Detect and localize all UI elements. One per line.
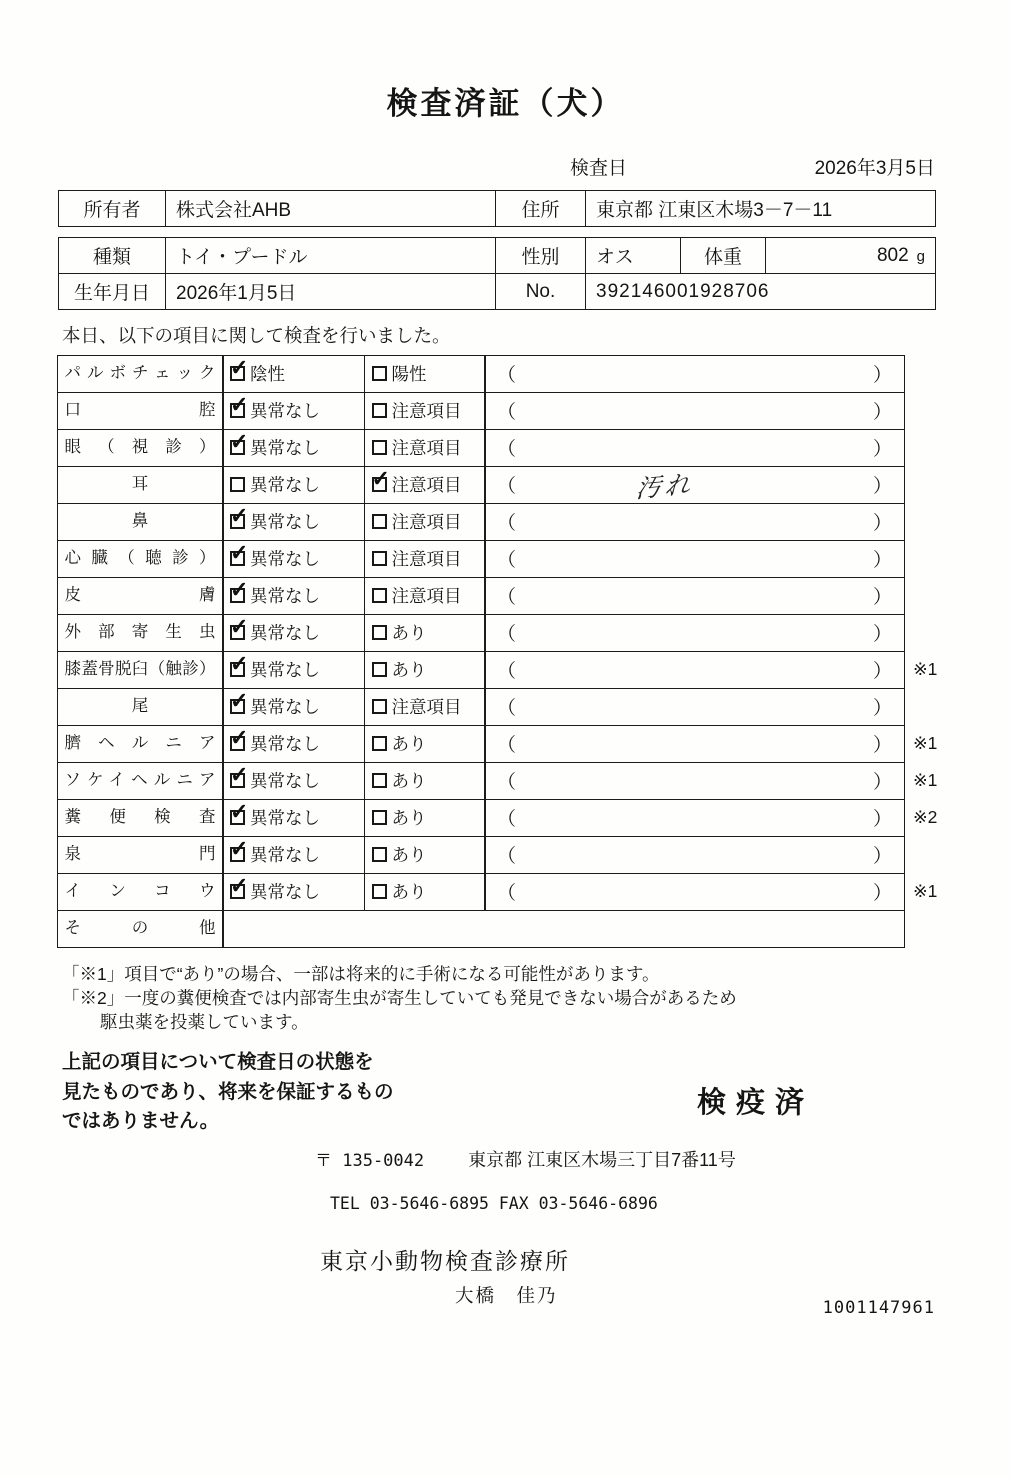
footnote-2: 「※2」一度の糞便検査では内部寄生虫が寄生していても発見できない場合があるため bbox=[62, 988, 737, 1009]
checklist-option-2 bbox=[364, 836, 486, 875]
option-2-label: 注意項目 bbox=[391, 401, 462, 422]
checkbox bbox=[372, 625, 387, 640]
clinic-postal-code: 〒 135-0042 bbox=[315, 1151, 425, 1172]
checkbox bbox=[372, 847, 387, 862]
open-paren: （ bbox=[497, 365, 517, 387]
close-paren: ） bbox=[872, 439, 892, 461]
checklist-row bbox=[58, 836, 905, 875]
checkbox bbox=[230, 762, 249, 788]
closing-section bbox=[62, 1048, 947, 1136]
footnote-reference: ※1 bbox=[913, 732, 938, 753]
remarks-field bbox=[484, 651, 905, 690]
check-mark-icon: ✓ bbox=[230, 355, 249, 381]
weight-number: 802 bbox=[876, 244, 909, 266]
checklist-item-label: 鼻 bbox=[57, 503, 224, 542]
checklist-row bbox=[58, 355, 905, 394]
check-mark-icon: ✓ bbox=[230, 725, 249, 751]
checklist-item-label: 耳 bbox=[57, 466, 224, 505]
close-paren: ） bbox=[872, 846, 892, 868]
checklist-item-label: その他 bbox=[57, 910, 224, 949]
checklist-row bbox=[58, 429, 905, 468]
option-1-label: 異常なし bbox=[250, 512, 320, 533]
check-mark-icon: ✓ bbox=[230, 392, 249, 418]
close-paren: ） bbox=[872, 772, 892, 794]
checklist-option-2 bbox=[364, 503, 486, 542]
no-label: No. bbox=[496, 274, 586, 310]
checklist-item-label: 膝蓋骨脱臼（触診） bbox=[57, 651, 224, 690]
checklist-row bbox=[58, 688, 905, 727]
option-2-label: あり bbox=[391, 623, 427, 644]
checkbox bbox=[372, 773, 387, 788]
checkbox bbox=[372, 884, 387, 899]
clinic-tel-fax: TEL 03-5646-6895 FAX 03-5646-6896 bbox=[330, 1194, 658, 1214]
close-paren: ） bbox=[872, 883, 892, 905]
checklist-option-2 bbox=[364, 355, 486, 394]
footnote-reference: ※1 bbox=[913, 658, 938, 679]
check-mark-icon: ✓ bbox=[230, 429, 249, 455]
checkbox bbox=[230, 688, 249, 714]
checklist-item-label: 眼（視診） bbox=[57, 429, 224, 468]
weight-value bbox=[766, 238, 936, 274]
serial-number: 1001147961 bbox=[822, 1298, 935, 1318]
open-paren: （ bbox=[497, 402, 517, 424]
check-mark-icon: ✓ bbox=[230, 503, 249, 529]
checklist-option-1 bbox=[222, 873, 365, 912]
remarks-field bbox=[484, 725, 905, 764]
remarks-field bbox=[484, 799, 905, 838]
remarks-field bbox=[484, 466, 905, 505]
address-label: 住所 bbox=[496, 191, 586, 227]
checklist-option-1 bbox=[222, 577, 365, 616]
clinic-address-line bbox=[315, 1146, 1011, 1172]
checklist-option-2 bbox=[364, 429, 486, 468]
checklist-item-label: 外部寄生虫 bbox=[57, 614, 224, 653]
checklist-item-label: 心臓（聴診） bbox=[57, 540, 224, 579]
option-2-label: 注意項目 bbox=[391, 586, 462, 607]
option-1-label: 異常なし bbox=[250, 697, 320, 718]
sex-value: オス bbox=[586, 238, 681, 274]
footnote-1: 「※1」項目で“あり”の場合、一部は将来的に手術になる可能性があります。 bbox=[62, 964, 660, 984]
option-2-label: あり bbox=[391, 771, 427, 792]
open-paren: （ bbox=[497, 772, 517, 794]
option-2-label: 注意項目 bbox=[391, 549, 462, 570]
footnotes bbox=[62, 962, 1011, 1034]
checklist-option-1 bbox=[222, 614, 365, 653]
close-paren: ） bbox=[872, 661, 892, 683]
option-2-label: 注意項目 bbox=[391, 697, 462, 718]
checklist-option-2 bbox=[364, 577, 486, 616]
checkbox bbox=[372, 699, 387, 714]
check-mark-icon: ✓ bbox=[230, 577, 249, 603]
checklist-option-1 bbox=[222, 725, 365, 764]
close-paren: ） bbox=[872, 365, 892, 387]
checklist-option-2 bbox=[364, 466, 486, 505]
address-value: 東京都 江東区木場3－7－11 bbox=[586, 191, 936, 227]
owner-table bbox=[58, 190, 936, 227]
checklist-row bbox=[58, 799, 938, 838]
checkbox bbox=[371, 466, 390, 492]
checklist-item-label: 口腔 bbox=[57, 392, 224, 431]
checkbox bbox=[372, 403, 387, 418]
close-paren: ） bbox=[872, 809, 892, 831]
clinic-address: 東京都 江東区木場三丁目7番11号 bbox=[468, 1150, 736, 1171]
checklist-option-2 bbox=[364, 873, 486, 912]
checklist-row bbox=[58, 540, 905, 579]
handwritten-remark: 汚れ bbox=[634, 468, 695, 504]
option-1-label: 異常なし bbox=[250, 734, 320, 755]
option-2-label: 注意項目 bbox=[391, 475, 462, 496]
open-paren: （ bbox=[497, 883, 517, 905]
remarks-field bbox=[484, 577, 905, 616]
remarks-field bbox=[484, 836, 905, 875]
pet-table bbox=[58, 237, 936, 310]
checklist-option-2 bbox=[364, 762, 486, 801]
checklist-row bbox=[58, 503, 905, 542]
inspection-date-row bbox=[58, 153, 935, 180]
check-mark-icon: ✓ bbox=[230, 540, 249, 566]
checklist-item-label: 臍ヘルニア bbox=[57, 725, 224, 764]
owner-label: 所有者 bbox=[59, 191, 166, 227]
check-mark-icon: ✓ bbox=[230, 836, 249, 862]
option-1-label: 異常なし bbox=[250, 586, 320, 607]
inspection-date-label: 検査日 bbox=[570, 158, 628, 179]
checklist-option-1 bbox=[222, 836, 365, 875]
open-paren: （ bbox=[497, 661, 517, 683]
option-1-label: 異常なし bbox=[250, 438, 320, 459]
checklist-item-label: 糞便検査 bbox=[57, 799, 224, 838]
remarks-field bbox=[484, 762, 905, 801]
option-2-label: あり bbox=[391, 734, 427, 755]
disclaimer-line-3: ではありません。 bbox=[62, 1109, 220, 1132]
checkbox bbox=[372, 551, 387, 566]
checklist-row bbox=[58, 614, 905, 653]
footnote-reference: ※2 bbox=[913, 806, 938, 827]
checklist-option-1 bbox=[222, 762, 365, 801]
check-mark-icon: ✓ bbox=[230, 651, 249, 677]
close-paren: ） bbox=[872, 550, 892, 572]
weight-unit: g bbox=[916, 247, 925, 265]
checklist-option-2 bbox=[364, 392, 486, 431]
checkbox bbox=[372, 662, 387, 677]
checkbox bbox=[372, 366, 387, 381]
remarks-field bbox=[484, 688, 905, 727]
checkbox bbox=[230, 477, 245, 492]
checkbox bbox=[230, 503, 249, 529]
open-paren: （ bbox=[497, 550, 517, 572]
checklist-option-1 bbox=[222, 466, 365, 505]
open-paren: （ bbox=[497, 809, 517, 831]
option-1-label: 異常なし bbox=[250, 882, 320, 903]
no-value: 392146001928706 bbox=[586, 274, 936, 310]
checklist-row bbox=[58, 466, 905, 505]
checkbox bbox=[372, 440, 387, 455]
check-mark-icon: ✓ bbox=[230, 873, 249, 899]
check-mark-icon: ✓ bbox=[230, 614, 249, 640]
option-1-label: 異常なし bbox=[250, 845, 320, 866]
option-1-label: 異常なし bbox=[250, 475, 320, 496]
checklist-option-1 bbox=[222, 503, 365, 542]
checkbox bbox=[372, 588, 387, 603]
checklist-item-label: 泉門 bbox=[57, 836, 224, 875]
open-paren: （ bbox=[497, 846, 517, 868]
checklist-option-1 bbox=[222, 392, 365, 431]
remarks-field bbox=[484, 614, 905, 653]
check-mark-icon: ✓ bbox=[371, 466, 390, 492]
footnote-reference: ※1 bbox=[913, 880, 938, 901]
checklist-row bbox=[58, 577, 905, 616]
checklist-option-2 bbox=[364, 540, 486, 579]
disclaimer-line-2: 見たものであり、将来を保証するもの bbox=[62, 1080, 394, 1103]
birth-label: 生年月日 bbox=[59, 274, 166, 310]
check-mark-icon: ✓ bbox=[230, 762, 249, 788]
checklist-item-label: インコウ bbox=[57, 873, 224, 912]
close-paren: ） bbox=[872, 587, 892, 609]
footnote-reference: ※1 bbox=[913, 769, 938, 790]
checkbox bbox=[230, 429, 249, 455]
checklist-option-1 bbox=[222, 651, 365, 690]
checkbox bbox=[230, 614, 249, 640]
option-2-label: 注意項目 bbox=[391, 438, 462, 459]
checklist-table bbox=[58, 355, 938, 949]
page-title: 検査済証（犬） bbox=[386, 86, 625, 121]
checklist-option-2 bbox=[364, 688, 486, 727]
checkbox bbox=[230, 540, 249, 566]
option-2-label: あり bbox=[391, 882, 427, 903]
remarks-field bbox=[222, 910, 905, 949]
weight-label: 体重 bbox=[681, 238, 766, 274]
open-paren: （ bbox=[497, 735, 517, 757]
checkbox bbox=[230, 355, 249, 381]
checklist-option-2 bbox=[364, 799, 486, 838]
remarks-field bbox=[484, 503, 905, 542]
option-1-label: 異常なし bbox=[250, 771, 320, 792]
open-paren: （ bbox=[497, 439, 517, 461]
birth-value: 2026年1月5日 bbox=[166, 274, 496, 310]
close-paren: ） bbox=[872, 513, 892, 535]
breed-value: トイ・プードル bbox=[166, 238, 496, 274]
checklist-item-label: 皮膚 bbox=[57, 577, 224, 616]
remarks-field bbox=[484, 873, 905, 912]
checklist-item-label: 尾 bbox=[57, 688, 224, 727]
option-1-label: 異常なし bbox=[250, 623, 320, 644]
close-paren: ） bbox=[872, 735, 892, 757]
breed-label: 種類 bbox=[59, 238, 166, 274]
open-paren: （ bbox=[497, 698, 517, 720]
option-1-label: 陰性 bbox=[250, 364, 285, 385]
checklist-option-2 bbox=[364, 614, 486, 653]
checklist-option-1 bbox=[222, 540, 365, 579]
clinic-name: 東京小動物検査診療所 bbox=[320, 1248, 570, 1275]
checkbox bbox=[230, 392, 249, 418]
remarks-field bbox=[484, 392, 905, 431]
option-1-label: 異常なし bbox=[250, 549, 320, 570]
checkbox bbox=[230, 799, 249, 825]
checkbox bbox=[230, 873, 249, 899]
quarantine-stamp: 検疫済 bbox=[697, 1087, 815, 1120]
close-paren: ） bbox=[872, 698, 892, 720]
option-2-label: あり bbox=[391, 660, 427, 681]
remarks-field bbox=[484, 429, 905, 468]
disclaimer bbox=[62, 1048, 947, 1136]
open-paren: （ bbox=[497, 624, 517, 646]
check-mark-icon: ✓ bbox=[230, 688, 249, 714]
checklist-option-1 bbox=[222, 355, 365, 394]
option-2-label: 注意項目 bbox=[391, 512, 462, 533]
checklist-item-label: ソケイヘルニア bbox=[57, 762, 224, 801]
close-paren: ） bbox=[872, 624, 892, 646]
open-paren: （ bbox=[497, 513, 517, 535]
option-2-label: 陽性 bbox=[391, 364, 427, 385]
close-paren: ） bbox=[872, 476, 892, 498]
checkbox bbox=[230, 836, 249, 862]
veterinarian-name: 大橋 佳乃 bbox=[455, 1285, 558, 1307]
inspection-date-value: 2026年3月5日 bbox=[814, 158, 935, 179]
checkbox bbox=[372, 810, 387, 825]
open-paren: （ bbox=[497, 587, 517, 609]
intro-text: 本日、以下の項目に関して検査を行いました。 bbox=[62, 325, 451, 346]
checklist-row bbox=[58, 651, 938, 690]
remarks-field bbox=[484, 540, 905, 579]
option-2-label: あり bbox=[391, 808, 427, 829]
checklist-row bbox=[58, 910, 905, 949]
remarks-field bbox=[484, 355, 905, 394]
checklist-option-2 bbox=[364, 651, 486, 690]
check-mark-icon: ✓ bbox=[230, 799, 249, 825]
checklist-item-label: パルボチェック bbox=[57, 355, 224, 394]
owner-value: 株式会社AHB bbox=[166, 191, 496, 227]
checkbox bbox=[230, 725, 249, 751]
checklist-option-1 bbox=[222, 799, 365, 838]
checklist-option-2 bbox=[364, 725, 486, 764]
option-1-label: 異常なし bbox=[250, 808, 320, 829]
option-1-label: 異常なし bbox=[250, 401, 320, 422]
disclaimer-line-1: 上記の項目について検査日の状態を bbox=[62, 1051, 374, 1074]
checklist-row bbox=[58, 762, 938, 801]
open-paren: （ bbox=[497, 476, 517, 498]
checklist-row bbox=[58, 392, 905, 431]
option-1-label: 異常なし bbox=[250, 660, 320, 681]
footnote-2-continued: 駆虫薬を投薬しています。 bbox=[100, 1012, 309, 1033]
sex-label: 性別 bbox=[496, 238, 586, 274]
checkbox bbox=[372, 736, 387, 751]
close-paren: ） bbox=[872, 402, 892, 424]
checklist-option-1 bbox=[222, 688, 365, 727]
checklist-option-1 bbox=[222, 429, 365, 468]
checkbox bbox=[372, 514, 387, 529]
checkbox bbox=[230, 651, 249, 677]
checklist-row bbox=[58, 873, 938, 912]
option-2-label: あり bbox=[391, 845, 427, 866]
checkbox bbox=[230, 577, 249, 603]
checklist-row bbox=[58, 725, 938, 764]
